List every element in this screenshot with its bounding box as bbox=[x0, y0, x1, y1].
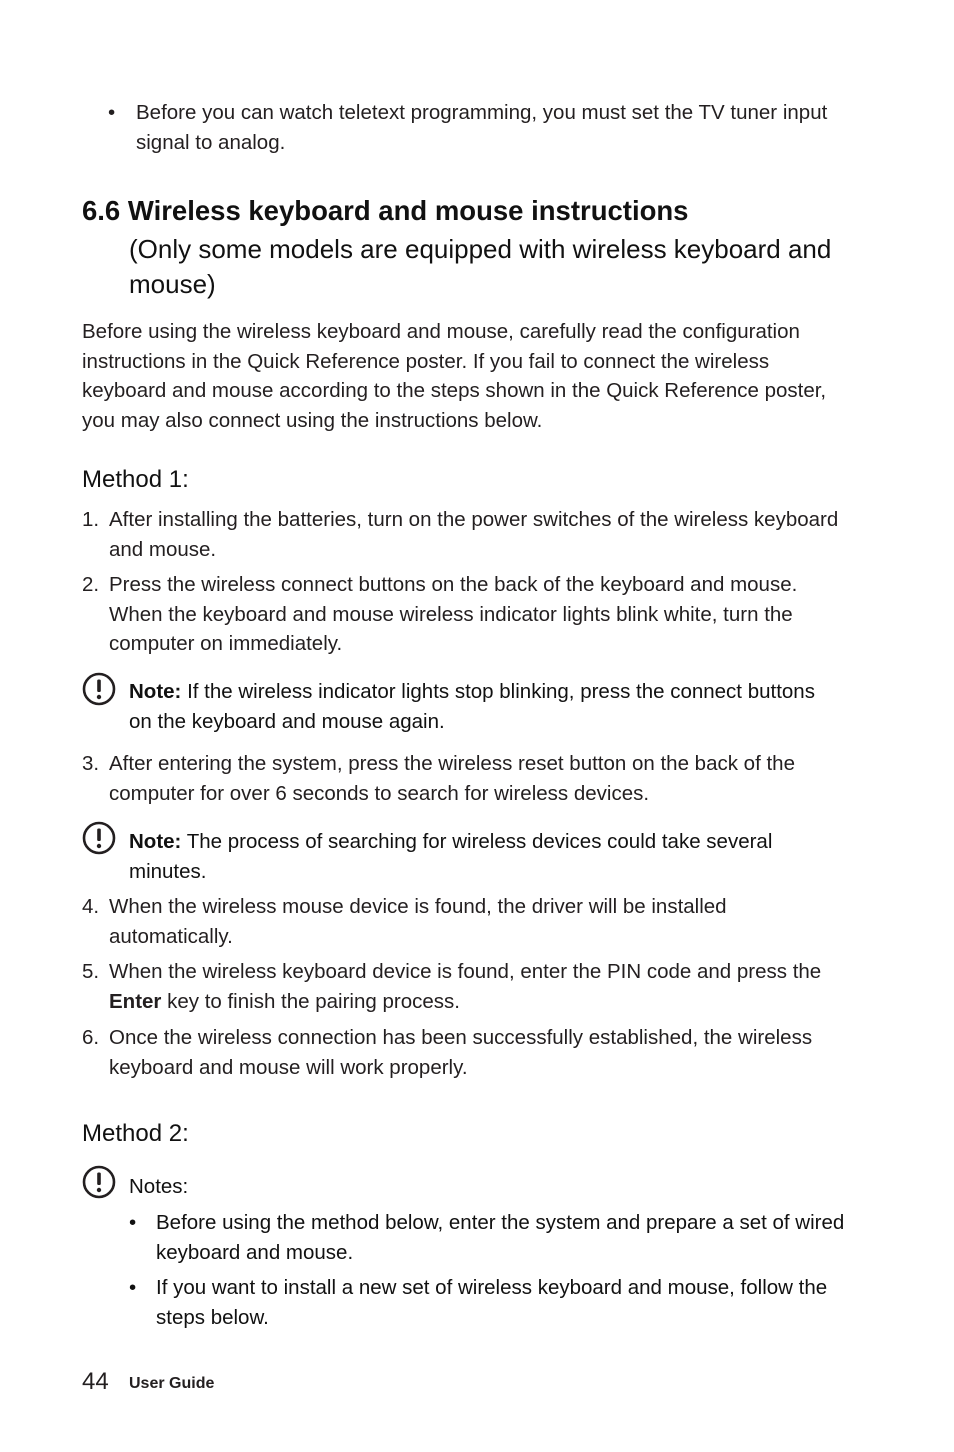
bullet-marker: • bbox=[129, 1211, 137, 1234]
method2-bullet-2 bbox=[129, 1273, 849, 1332]
method1-step-1 bbox=[82, 505, 842, 564]
method2-heading: Method 2: bbox=[82, 1120, 189, 1147]
bullet-marker: • bbox=[129, 1276, 137, 1299]
top-bullet bbox=[108, 98, 858, 157]
step-text: When the wireless mouse device is found, the driver will be installed automatically. bbox=[109, 895, 727, 948]
note-icon bbox=[82, 672, 116, 711]
step-number: 2. bbox=[82, 573, 100, 596]
step-number: 4. bbox=[82, 895, 100, 918]
notes-label: Notes: bbox=[129, 1175, 189, 1198]
step-text: Once the wireless connection has been successfully established, the wireless keyboard and mouse will work properly. bbox=[109, 1026, 813, 1079]
bullet-text: If you want to install a new set of wireless keyboard and mouse, follow the steps below. bbox=[156, 1276, 828, 1329]
method1-step-2 bbox=[82, 570, 842, 659]
step-number: 6. bbox=[82, 1026, 100, 1049]
method1-step-4 bbox=[82, 892, 842, 951]
bullet-marker: • bbox=[108, 101, 116, 124]
page-number: 44 bbox=[82, 1368, 109, 1395]
section-subtitle: (Only some models are equipped with wireless keyboard and mouse) bbox=[129, 234, 832, 299]
method1-heading: Method 1: bbox=[82, 466, 189, 493]
step-number: 5. bbox=[82, 960, 100, 983]
note-label: Note: bbox=[129, 830, 182, 853]
step-text: After installing the batteries, turn on the power switches of the wireless keyboard and mouse. bbox=[109, 508, 839, 561]
note-text: The process of searching for wireless devices could take several minutes. bbox=[129, 830, 773, 883]
method2-bullet-1 bbox=[129, 1208, 849, 1267]
note-text: If the wireless indicator lights stop blinking, press the connect buttons on the keyboard and mouse again. bbox=[129, 680, 815, 733]
top-bullet-text: Before you can watch teletext programming, you must set the TV tuner input signal to analog. bbox=[136, 101, 828, 154]
intro-paragraph: Before using the wireless keyboard and mouse, carefully read the configuration instructions in the Quick Reference poster. If you fail to connect the wireless keyboard and mouse according to the steps shown in the Quick Reference poster, you may also connect using the instructions below. bbox=[82, 320, 827, 432]
step-text: Press the wireless connect buttons on the back of the keyboard and mouse. When the keyboard and mouse wireless indicator lights blink white, turn the computer on immediately. bbox=[109, 573, 798, 655]
step-number: 1. bbox=[82, 508, 100, 531]
method1-step-3 bbox=[82, 749, 842, 808]
note-icon bbox=[82, 1165, 116, 1204]
step-number: 3. bbox=[82, 752, 100, 775]
section-title: 6.6 Wireless keyboard and mouse instructions bbox=[82, 195, 689, 226]
note-1 bbox=[129, 677, 829, 736]
note-label: Note: bbox=[129, 680, 182, 703]
step-text: After entering the system, press the wireless reset button on the back of the computer for over 6 seconds to search for wireless devices. bbox=[109, 752, 795, 805]
footer-label: User Guide bbox=[129, 1375, 215, 1392]
method1-step-5 bbox=[82, 957, 852, 1016]
note-2 bbox=[129, 827, 839, 886]
method1-step-6 bbox=[82, 1023, 842, 1082]
step-text: When the wireless keyboard device is found, enter the PIN code and press the Enter key to finish the pairing process. bbox=[109, 960, 822, 1013]
enter-key-label: Enter bbox=[109, 989, 162, 1013]
note-icon bbox=[82, 821, 116, 860]
bullet-text: Before using the method below, enter the system and prepare a set of wired keyboard and mouse. bbox=[156, 1211, 845, 1264]
